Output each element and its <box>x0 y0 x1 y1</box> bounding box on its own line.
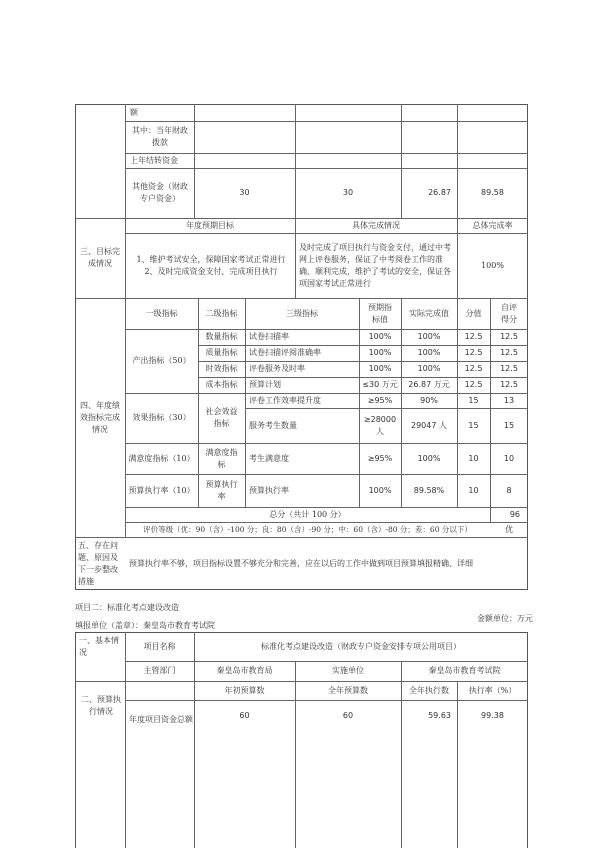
row-l2: 时效指标 <box>205 364 238 373</box>
grade-label: 评价等级（优：90（含）-100 分；良：80（含）-90 分；中：60（含）-80 分；差：60 分以下） <box>143 524 472 534</box>
target-rate-value: 100% <box>481 260 504 270</box>
row-self: 13 <box>503 395 515 405</box>
project-name-label: 项目名称 <box>143 641 176 651</box>
row-expected: 100% <box>368 348 392 357</box>
grade-value: 优 <box>505 524 513 534</box>
row-score: 12.5 <box>464 332 483 341</box>
row-actual: 100% <box>417 364 441 373</box>
other-funds-annual: 30 <box>342 188 354 197</box>
target-expected-text: 1、维护考试安全，保障国家考试正常进行 2、及时完成资金支付，完成项目执行 <box>136 254 286 276</box>
row-l2: 满意度指标 <box>205 447 238 469</box>
other-funds-initial: 30 <box>239 188 250 197</box>
perf-header-expected: 预期指标值 <box>368 302 392 324</box>
row-self: 15 <box>503 420 515 430</box>
impl-label: 实施单位 <box>332 666 364 675</box>
dept-value: 秦皇岛市教育局 <box>216 666 273 675</box>
row-expected: ≤30 万元 <box>362 380 398 389</box>
perf-header-l3: 三级指标 <box>286 308 318 318</box>
row-l2: 数量指标 <box>205 332 238 341</box>
rule <box>125 104 126 298</box>
row-self: 12.5 <box>500 380 518 389</box>
row-label-e: 额 <box>130 107 138 117</box>
row-score: 12.5 <box>464 348 483 357</box>
row-actual: 100% <box>417 453 441 463</box>
row-label-carryover: 上年结转资金 <box>130 155 178 165</box>
row-label-other-funds: 其他资金（财政专户资金） <box>132 182 188 203</box>
reporting-unit: 填报单位（盖章）：秦皇岛市教育考试院 <box>75 621 215 630</box>
target-header-rate: 总体完成率 <box>472 220 513 230</box>
row-actual: 100% <box>417 348 441 357</box>
row-l3: 服务考生数量 <box>249 420 297 430</box>
row-l3: 试卷扫描率 <box>249 332 289 341</box>
perf-section-label: 四、年度绩效指标完成情况 <box>80 400 120 434</box>
row-l3: 考生满意度 <box>249 453 289 463</box>
target-header-actual: 具体完成情况 <box>352 220 400 230</box>
budget-header-initial: 年初预算数 <box>224 685 265 695</box>
row-expected: ≥95% <box>367 453 393 463</box>
row-score: 10 <box>468 453 479 463</box>
row-l2: 成本指标 <box>205 380 238 389</box>
row-score: 15 <box>468 420 479 430</box>
other-funds-rate: 89.58 <box>481 188 504 197</box>
total-funds-executed: 59.63 <box>428 711 451 720</box>
row-l2-social: 社会效益指标 <box>205 407 238 428</box>
output-indicator-label: 产出指标（50） <box>132 356 191 365</box>
basic-section-label: 一、基本情况 <box>79 635 119 657</box>
target-actual-text: 及时完成了项目执行与资金支付，通过中考网上评卷服务，保证了中考阅卷工作的准确、顺利完成，维护了考试的安全，保证各项国家考试正常进行 <box>299 242 451 288</box>
row-expected: ≥95% <box>367 395 393 405</box>
budget-header-rate: 执行率（%） <box>468 685 517 695</box>
row-label-current-fiscal: 其中：当年财政拨款 <box>132 126 188 147</box>
perf-header-l1: 一级指标 <box>145 308 178 318</box>
row-expected: 100% <box>368 485 392 495</box>
budget-section-label: 二、预算执行情况 <box>81 695 121 716</box>
other-funds-executed: 26.87 <box>428 188 451 197</box>
row-l3: 试卷扫描评阅准确率 <box>249 348 321 357</box>
perf-header-actual: 实际完成值 <box>409 308 449 318</box>
row-expected: ≥28000人 <box>363 414 397 436</box>
row-actual: 100% <box>417 332 441 341</box>
row-expected: 100% <box>368 364 392 373</box>
perf-header-score: 分值 <box>465 308 482 318</box>
row-expected: 100% <box>368 332 392 341</box>
row-score: 15 <box>468 395 479 405</box>
total-funds-annual: 60 <box>342 711 354 720</box>
project2-title: 项目二：标准化考点建设改造 <box>75 603 179 612</box>
row-actual: 26.87 万元 <box>408 380 450 389</box>
issues-text: 预算执行率不够，项目指标设置不够充分和完善，应在以后的工作中做到项目预算填报精确、详细 <box>129 558 473 568</box>
issues-section-label: 五、存在问题、原因及下一步整改措施 <box>78 540 118 586</box>
target-section-label: 三、目标完成情况 <box>80 247 120 268</box>
row-self: 12.5 <box>500 332 518 341</box>
impl-value: 秦皇岛市教育考试院 <box>428 666 501 675</box>
dept-label: 主管部门 <box>143 666 176 675</box>
project-name: 标准化考点建设改造（财政专户资金安排专项公用项目） <box>261 641 461 651</box>
satisfaction-indicator-label: 满意度指标（10） <box>128 453 195 463</box>
row-l2: 预算执行率 <box>205 479 238 501</box>
budget-header-annual: 全年预算数 <box>328 685 368 695</box>
row-actual: 90% <box>420 395 438 405</box>
row-actual: 89.58% <box>413 485 445 495</box>
row-self: 12.5 <box>500 348 518 357</box>
amount-unit: 金额单位：万元 <box>477 614 533 623</box>
row-self: 12.5 <box>500 364 518 373</box>
row-actual: 29047 人 <box>411 420 447 430</box>
total-value: 96 <box>509 509 520 519</box>
budget-indicator-label: 预算执行率（10） <box>128 485 195 495</box>
row-self: 10 <box>503 453 515 463</box>
row-self: 8 <box>506 485 512 495</box>
budget-header-executed: 全年执行数 <box>409 685 449 695</box>
rule <box>125 700 528 701</box>
row-score: 12.5 <box>464 380 483 389</box>
row-label-total-funds: 年度项目资金总额 <box>129 715 193 724</box>
row-l3: 评卷服务及时率 <box>249 364 305 373</box>
row-score: 12.5 <box>464 364 483 373</box>
target-header-expected: 年度预期目标 <box>186 220 234 230</box>
total-funds-rate: 99.38 <box>481 711 504 720</box>
total-funds-initial: 60 <box>239 711 250 720</box>
row-score: 10 <box>468 485 479 495</box>
effect-indicator-label: 效果指标（30） <box>132 413 191 422</box>
total-label: 总分（共计 100 分） <box>269 509 346 519</box>
perf-header-self: 自评得分 <box>501 302 517 324</box>
row-l3: 评卷工作效率提升度 <box>249 395 321 405</box>
perf-header-l2: 二级指标 <box>205 308 238 318</box>
row-l3: 预算计划 <box>249 380 281 389</box>
row-l3: 预算执行率 <box>249 485 289 495</box>
row-l2: 质量指标 <box>205 348 238 357</box>
